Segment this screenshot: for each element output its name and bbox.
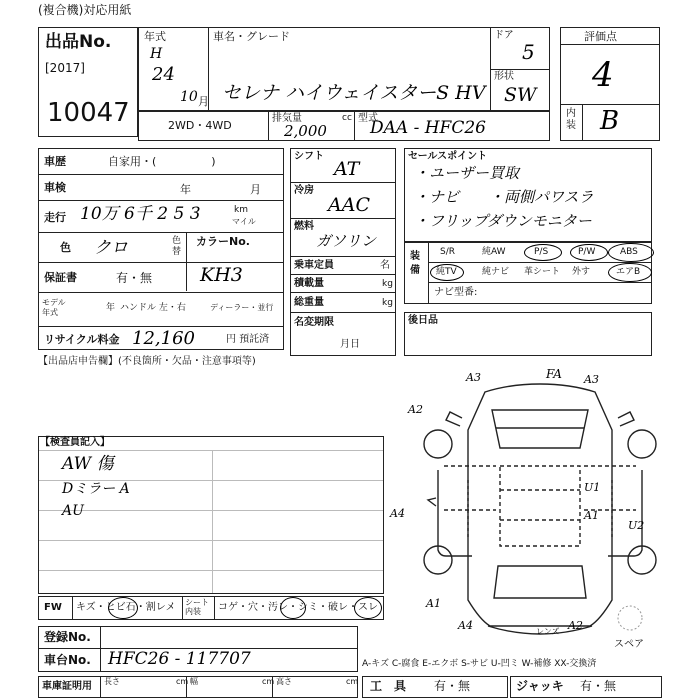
- eq-abs: ABS: [620, 247, 638, 257]
- shape-value: SW: [504, 84, 537, 106]
- inspector-label: 【検査員記入】: [40, 437, 110, 448]
- sales-line-2: ・ナビ ・両側パワスラ: [414, 188, 594, 206]
- mark-a4: A4: [390, 507, 405, 520]
- weight-unit: kg: [382, 298, 393, 308]
- chassis-value: HFC26 - 117707: [108, 649, 251, 669]
- score-value: 4: [592, 55, 614, 95]
- inspector-note-2: Dミラー A: [62, 481, 130, 497]
- name-change-unit: 月日: [340, 339, 360, 350]
- fuel-label: 燃料: [294, 221, 314, 232]
- circle-chip: [108, 597, 138, 619]
- load-unit: kg: [382, 279, 393, 289]
- mark-lens: レンズ: [536, 627, 560, 636]
- model-value: DAA - HFC26: [370, 118, 486, 138]
- displacement-value: 2,000: [284, 122, 327, 140]
- legend: A-キズ C-腐食 E-エクボ S-サビ U-凹ミ W-補修 XX-交換済: [362, 659, 597, 669]
- circle-ps: [524, 244, 562, 261]
- equipment-label: 装備: [410, 251, 420, 276]
- condition-items: キズ・ヒビ石・割レメ: [76, 602, 176, 613]
- condition-items-2: コゲ・穴・汚レ・シミ・破レ・スレ: [218, 602, 378, 613]
- recycle-value: 12,160: [132, 328, 195, 349]
- handle-label: ハンドル 左・右: [120, 303, 186, 313]
- mark-a1-right: A1: [584, 509, 599, 522]
- eq-ps: P/S: [534, 247, 549, 257]
- eq-aw: 純AW: [482, 247, 506, 257]
- km-unit: km: [234, 205, 248, 215]
- circle-wear: [354, 597, 382, 619]
- doors-value: 5: [522, 40, 535, 64]
- color-value: クロ: [94, 238, 128, 258]
- circle-pw: [570, 244, 608, 261]
- shift-value: AT: [334, 158, 360, 180]
- mark-a2-bottom: A2: [568, 619, 583, 632]
- ac-label: 冷房: [294, 185, 314, 196]
- jack-value: 有・無: [580, 679, 617, 693]
- warranty-label: 保証書: [44, 271, 77, 284]
- cert-width: 幅: [190, 677, 198, 686]
- mark-a1-left: A1: [426, 597, 441, 610]
- sales-line-3: ・フリップダウンモニター: [414, 212, 592, 230]
- month-unit: 月: [198, 95, 209, 108]
- mark-u2: U2: [628, 519, 645, 532]
- lot-title: 出品No.: [45, 32, 112, 52]
- name-value: セレナ ハイウェイスターS HV: [222, 82, 486, 104]
- interior-label: 内装: [566, 108, 576, 131]
- mark-a2-top: A2: [408, 403, 423, 416]
- capacity-unit: 名: [380, 260, 390, 271]
- displacement-label: 排気量: [272, 113, 302, 124]
- drive-label: 2WD・4WD: [168, 119, 232, 132]
- shape-label: 形状: [494, 71, 514, 82]
- dealer-label: ディーラー・並行: [210, 303, 274, 312]
- load-label: 積載量: [294, 278, 324, 289]
- circle-abs: [608, 243, 654, 262]
- lot-year-tag: [2017]: [45, 61, 85, 75]
- year-era: H: [150, 46, 163, 62]
- weight-label: 総重量: [294, 297, 324, 308]
- mark-a3-left: A3: [466, 371, 481, 384]
- inspector-note-3: AU: [62, 503, 84, 519]
- color-no-value: KH3: [200, 264, 243, 286]
- color-no-label: カラーNo.: [196, 235, 250, 248]
- sheet-header: (複合機)対応用紙: [38, 3, 132, 17]
- warranty-value: 有・無: [116, 271, 153, 285]
- mile-unit: マイル: [232, 217, 256, 226]
- capacity-label: 乗車定員: [294, 260, 334, 271]
- month-value: 10: [180, 89, 198, 105]
- circle-stain: [280, 597, 306, 619]
- sales-line-1: ・ユーザー買取: [414, 164, 520, 182]
- year-value: 24: [152, 64, 175, 85]
- eq-navi: 純ナビ: [482, 267, 510, 277]
- recycle-label: リサイクル料金: [44, 333, 120, 346]
- mark-fa: FA: [546, 367, 562, 381]
- fw-label: FW: [44, 602, 62, 613]
- inspector-note-1: AW 傷: [62, 454, 114, 474]
- cert-length: 長さ: [104, 677, 120, 686]
- name-label: 車名・グレード: [213, 30, 290, 43]
- mark-u1: U1: [584, 481, 601, 494]
- cc-unit: cc: [342, 113, 352, 123]
- history-value: 自家用・( ): [108, 155, 216, 168]
- reg-label: 登録No.: [44, 630, 91, 644]
- eq-pw: P/W: [578, 247, 596, 257]
- shift-label: シフト: [294, 151, 324, 162]
- doors-label: ドア: [494, 30, 514, 41]
- chassis-label: 車台No.: [44, 653, 91, 667]
- lot-number: 10047: [47, 98, 130, 128]
- score-label: 評価点: [584, 30, 617, 43]
- postdate-label: 後日品: [408, 315, 438, 326]
- seller-declaration: 【出品店申告欄】(不良箇所・欠品・注意事項等): [38, 356, 256, 367]
- model-year-label: モデル年式: [42, 298, 66, 317]
- cert-height: 高さ: [276, 677, 292, 686]
- ac-value: AAC: [328, 194, 370, 216]
- recycle-unit: 円 預託済: [226, 334, 270, 345]
- tools-label: 工 具: [370, 679, 407, 693]
- mileage-value: 10万 6千 2 5 3: [80, 204, 201, 224]
- model-year-unit: 年: [106, 303, 116, 313]
- navi-model-label: ナビ型番:: [434, 287, 478, 298]
- postdate-box: [404, 312, 652, 356]
- sales-label: セールスポイント: [408, 151, 488, 162]
- eq-leather: 革シート: [524, 267, 561, 277]
- eq-tv: 純TV: [436, 267, 457, 277]
- color-change: 色替: [172, 236, 182, 257]
- circle-tv: [430, 264, 464, 281]
- history-label: 車歴: [44, 155, 66, 168]
- spare-label: スペア: [614, 639, 644, 650]
- interior-value: B: [600, 106, 620, 136]
- cert-cm-1: cm: [176, 677, 189, 686]
- color-label: 色: [60, 241, 71, 254]
- cert-label: 車庫証明用: [42, 681, 92, 692]
- tools-value: 有・無: [434, 679, 471, 693]
- name-change-label: 名変期限: [294, 317, 334, 328]
- circle-airbag: [608, 263, 652, 282]
- mark-a4-bottom: A4: [458, 619, 473, 632]
- inspection-year: 年: [180, 183, 191, 196]
- eq-airbag: エアB: [616, 267, 641, 277]
- jack-label: ジャッキ: [516, 679, 564, 693]
- fuel-value: ガソリン: [316, 232, 377, 250]
- inspection-label: 車検: [44, 181, 66, 194]
- eq-sr: S/R: [440, 247, 455, 257]
- cert-cm-3: cm: [346, 677, 359, 686]
- seat-label: シート内装: [185, 598, 209, 616]
- eq-remove: 外す: [572, 267, 591, 277]
- details-box: [38, 148, 284, 350]
- cert-cm-2: cm: [262, 677, 275, 686]
- year-label: 年式: [144, 30, 166, 43]
- lot-panel: [38, 27, 138, 137]
- mark-a3-right: A3: [584, 373, 599, 386]
- inspection-month: 月: [250, 183, 261, 196]
- model-label: 型式: [358, 113, 378, 124]
- mileage-label: 走行: [44, 211, 66, 224]
- car-diagram: [400, 367, 690, 654]
